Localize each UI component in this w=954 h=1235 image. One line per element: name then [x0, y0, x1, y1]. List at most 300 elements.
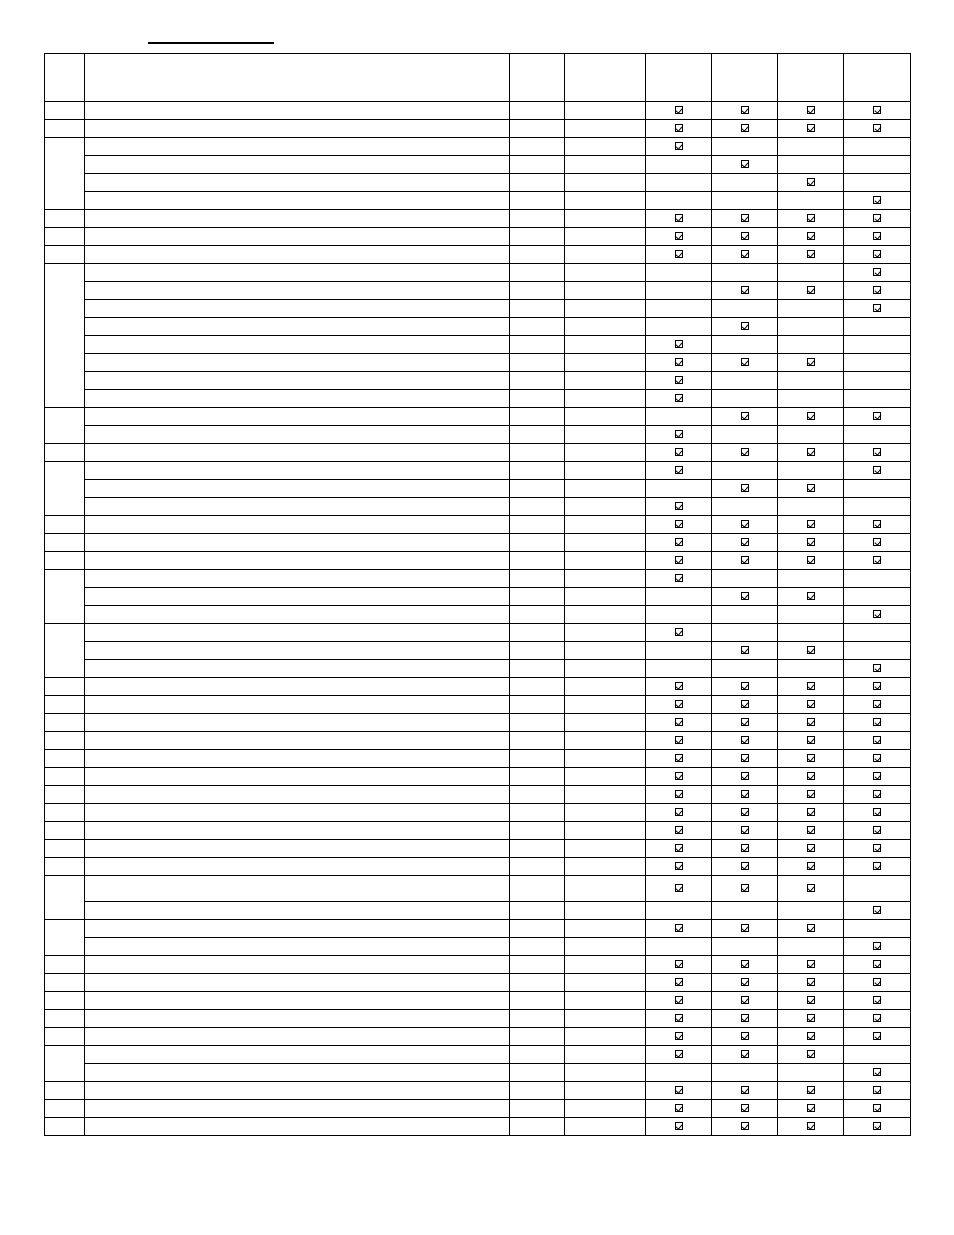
- item-number-cell: [45, 138, 85, 210]
- check-cell-4: [844, 1028, 911, 1046]
- column-3-cell: [510, 318, 565, 336]
- description-cell: [85, 480, 510, 498]
- checked-box-icon: [807, 808, 815, 816]
- item-number-cell: [45, 228, 85, 246]
- description-cell: [85, 156, 510, 174]
- checked-box-icon: [807, 862, 815, 870]
- description-cell: [85, 570, 510, 588]
- description-cell: [85, 974, 510, 992]
- checked-box-icon: [675, 394, 683, 402]
- check-cell-4: [844, 876, 911, 902]
- checked-box-icon: [741, 718, 749, 726]
- check-cell-3: [778, 552, 844, 570]
- description-cell: [85, 624, 510, 642]
- checked-box-icon: [873, 772, 881, 780]
- table-body: [45, 102, 911, 1136]
- check-cell-1: [646, 408, 712, 426]
- check-cell-4: [844, 732, 911, 750]
- check-cell-4: [844, 678, 911, 696]
- column-4-cell: [565, 264, 646, 282]
- check-cell-2: [712, 938, 778, 956]
- check-cell-2: [712, 336, 778, 354]
- check-cell-1: [646, 570, 712, 588]
- check-cell-4: [844, 956, 911, 974]
- column-4-cell: [565, 902, 646, 920]
- check-cell-1: [646, 336, 712, 354]
- checked-box-icon: [675, 574, 683, 582]
- column-3-cell: [510, 102, 565, 120]
- table-row: [45, 714, 911, 732]
- column-3-cell: [510, 768, 565, 786]
- check-cell-3: [778, 804, 844, 822]
- table-row: [45, 1046, 911, 1064]
- check-cell-3: [778, 1064, 844, 1082]
- checked-box-icon: [873, 996, 881, 1004]
- column-3-cell: [510, 1010, 565, 1028]
- column-4-cell: [565, 336, 646, 354]
- column-4-cell: [565, 282, 646, 300]
- check-cell-2: [712, 660, 778, 678]
- description-cell: [85, 120, 510, 138]
- column-4-cell: [565, 138, 646, 156]
- column-3-cell: [510, 444, 565, 462]
- check-cell-1: [646, 606, 712, 624]
- check-cell-4: [844, 210, 911, 228]
- check-cell-2: [712, 282, 778, 300]
- column-4-cell: [565, 552, 646, 570]
- check-cell-2: [712, 732, 778, 750]
- checked-box-icon: [741, 754, 749, 762]
- check-cell-1: [646, 696, 712, 714]
- check-cell-2: [712, 822, 778, 840]
- table-row: [45, 974, 911, 992]
- column-4-cell: [565, 974, 646, 992]
- check-cell-4: [844, 606, 911, 624]
- table-row: [45, 336, 911, 354]
- check-cell-4: [844, 192, 911, 210]
- checked-box-icon: [807, 978, 815, 986]
- check-cell-3: [778, 696, 844, 714]
- check-cell-2: [712, 120, 778, 138]
- header-check-column-4: [844, 54, 911, 102]
- item-number-cell: [45, 974, 85, 992]
- checked-box-icon: [675, 250, 683, 258]
- item-number-cell: [45, 534, 85, 552]
- column-3-cell: [510, 804, 565, 822]
- column-3-cell: [510, 624, 565, 642]
- column-3-cell: [510, 480, 565, 498]
- description-cell: [85, 498, 510, 516]
- checked-box-icon: [873, 978, 881, 986]
- check-cell-1: [646, 1100, 712, 1118]
- check-cell-3: [778, 1118, 844, 1136]
- checked-box-icon: [741, 520, 749, 528]
- check-cell-4: [844, 228, 911, 246]
- checked-box-icon: [807, 646, 815, 654]
- column-4-cell: [565, 156, 646, 174]
- column-4-cell: [565, 570, 646, 588]
- checked-box-icon: [675, 924, 683, 932]
- check-cell-2: [712, 138, 778, 156]
- item-number-cell: [45, 992, 85, 1010]
- checked-box-icon: [873, 790, 881, 798]
- check-cell-2: [712, 1064, 778, 1082]
- table-row: [45, 956, 911, 974]
- check-cell-1: [646, 120, 712, 138]
- check-cell-1: [646, 974, 712, 992]
- check-cell-2: [712, 498, 778, 516]
- check-cell-3: [778, 606, 844, 624]
- description-cell: [85, 714, 510, 732]
- check-cell-2: [712, 920, 778, 938]
- checked-box-icon: [675, 884, 683, 892]
- checked-box-icon: [807, 286, 815, 294]
- column-3-cell: [510, 1100, 565, 1118]
- check-cell-4: [844, 408, 911, 426]
- item-number-cell: [45, 1010, 85, 1028]
- table-row: [45, 102, 911, 120]
- check-cell-2: [712, 786, 778, 804]
- checked-box-icon: [741, 772, 749, 780]
- check-cell-1: [646, 1010, 712, 1028]
- check-cell-3: [778, 1046, 844, 1064]
- check-cell-1: [646, 660, 712, 678]
- checked-box-icon: [675, 520, 683, 528]
- check-cell-3: [778, 408, 844, 426]
- column-3-cell: [510, 246, 565, 264]
- column-3-cell: [510, 920, 565, 938]
- checked-box-icon: [675, 124, 683, 132]
- column-4-cell: [565, 1064, 646, 1082]
- item-number-cell: [45, 264, 85, 408]
- column-3-cell: [510, 974, 565, 992]
- check-cell-3: [778, 858, 844, 876]
- description-cell: [85, 264, 510, 282]
- column-3-cell: [510, 902, 565, 920]
- check-cell-3: [778, 1028, 844, 1046]
- check-cell-1: [646, 552, 712, 570]
- checked-box-icon: [807, 700, 815, 708]
- check-cell-4: [844, 992, 911, 1010]
- description-cell: [85, 840, 510, 858]
- column-4-cell: [565, 804, 646, 822]
- description-cell: [85, 1046, 510, 1064]
- check-cell-4: [844, 282, 911, 300]
- checked-box-icon: [873, 286, 881, 294]
- column-4-cell: [565, 1046, 646, 1064]
- column-3-cell: [510, 462, 565, 480]
- check-cell-4: [844, 1082, 911, 1100]
- check-cell-1: [646, 516, 712, 534]
- check-cell-1: [646, 174, 712, 192]
- check-cell-2: [712, 1118, 778, 1136]
- checked-box-icon: [873, 700, 881, 708]
- check-cell-3: [778, 956, 844, 974]
- check-cell-4: [844, 174, 911, 192]
- description-cell: [85, 876, 510, 902]
- check-cell-4: [844, 534, 911, 552]
- check-cell-4: [844, 498, 911, 516]
- column-4-cell: [565, 920, 646, 938]
- checked-box-icon: [741, 124, 749, 132]
- column-3-cell: [510, 956, 565, 974]
- column-3-cell: [510, 822, 565, 840]
- item-number-cell: [45, 624, 85, 678]
- check-cell-2: [712, 1010, 778, 1028]
- table-row: [45, 822, 911, 840]
- checked-box-icon: [807, 1014, 815, 1022]
- check-cell-3: [778, 1082, 844, 1100]
- description-cell: [85, 300, 510, 318]
- check-cell-4: [844, 390, 911, 408]
- header-column-3: [510, 54, 565, 102]
- column-3-cell: [510, 192, 565, 210]
- checked-box-icon: [807, 520, 815, 528]
- checked-box-icon: [741, 884, 749, 892]
- check-cell-1: [646, 282, 712, 300]
- description-cell: [85, 102, 510, 120]
- column-3-cell: [510, 876, 565, 902]
- checked-box-icon: [807, 754, 815, 762]
- check-cell-3: [778, 1010, 844, 1028]
- check-cell-2: [712, 768, 778, 786]
- description-cell: [85, 606, 510, 624]
- check-cell-2: [712, 570, 778, 588]
- column-3-cell: [510, 606, 565, 624]
- item-number-cell: [45, 444, 85, 462]
- column-4-cell: [565, 372, 646, 390]
- check-cell-1: [646, 858, 712, 876]
- checked-box-icon: [807, 1122, 815, 1130]
- item-number-cell: [45, 570, 85, 624]
- checked-box-icon: [675, 844, 683, 852]
- column-3-cell: [510, 1082, 565, 1100]
- description-cell: [85, 992, 510, 1010]
- item-number-cell: [45, 714, 85, 732]
- column-3-cell: [510, 282, 565, 300]
- check-cell-4: [844, 920, 911, 938]
- checked-box-icon: [741, 286, 749, 294]
- check-cell-2: [712, 1046, 778, 1064]
- check-cell-3: [778, 768, 844, 786]
- check-cell-3: [778, 120, 844, 138]
- check-cell-2: [712, 588, 778, 606]
- check-cell-1: [646, 714, 712, 732]
- checked-box-icon: [675, 232, 683, 240]
- checked-box-icon: [807, 1032, 815, 1040]
- checked-box-icon: [873, 826, 881, 834]
- check-cell-1: [646, 498, 712, 516]
- check-cell-1: [646, 210, 712, 228]
- checked-box-icon: [741, 924, 749, 932]
- table-row: [45, 498, 911, 516]
- description-cell: [85, 768, 510, 786]
- table-row: [45, 246, 911, 264]
- check-cell-3: [778, 264, 844, 282]
- item-number-cell: [45, 822, 85, 840]
- column-4-cell: [565, 1010, 646, 1028]
- checked-box-icon: [873, 412, 881, 420]
- description-cell: [85, 1118, 510, 1136]
- checked-box-icon: [675, 960, 683, 968]
- column-3-cell: [510, 1118, 565, 1136]
- checked-box-icon: [741, 412, 749, 420]
- column-3-cell: [510, 498, 565, 516]
- table-row: [45, 516, 911, 534]
- table-row: [45, 1010, 911, 1028]
- table-row: [45, 920, 911, 938]
- check-cell-3: [778, 534, 844, 552]
- check-cell-4: [844, 354, 911, 372]
- column-3-cell: [510, 1028, 565, 1046]
- check-cell-3: [778, 156, 844, 174]
- description-cell: [85, 588, 510, 606]
- check-cell-3: [778, 750, 844, 768]
- checked-box-icon: [675, 556, 683, 564]
- check-cell-1: [646, 992, 712, 1010]
- checked-box-icon: [675, 448, 683, 456]
- check-cell-3: [778, 192, 844, 210]
- column-3-cell: [510, 1064, 565, 1082]
- column-4-cell: [565, 642, 646, 660]
- check-cell-1: [646, 156, 712, 174]
- check-cell-4: [844, 1118, 911, 1136]
- check-cell-2: [712, 714, 778, 732]
- checked-box-icon: [741, 1122, 749, 1130]
- checked-box-icon: [873, 232, 881, 240]
- column-3-cell: [510, 372, 565, 390]
- check-cell-1: [646, 732, 712, 750]
- column-4-cell: [565, 354, 646, 372]
- description-cell: [85, 956, 510, 974]
- checked-box-icon: [741, 250, 749, 258]
- item-number-cell: [45, 1028, 85, 1046]
- check-cell-4: [844, 300, 911, 318]
- checked-box-icon: [807, 790, 815, 798]
- check-cell-3: [778, 516, 844, 534]
- checked-box-icon: [741, 1014, 749, 1022]
- column-4-cell: [565, 390, 646, 408]
- check-cell-3: [778, 354, 844, 372]
- checked-box-icon: [741, 682, 749, 690]
- checked-box-icon: [873, 196, 881, 204]
- check-cell-3: [778, 902, 844, 920]
- check-cell-3: [778, 372, 844, 390]
- checked-box-icon: [741, 978, 749, 986]
- table-row: [45, 876, 911, 902]
- check-cell-3: [778, 920, 844, 938]
- table-row: [45, 732, 911, 750]
- check-cell-3: [778, 462, 844, 480]
- check-cell-2: [712, 642, 778, 660]
- item-number-cell: [45, 786, 85, 804]
- table-row: [45, 938, 911, 956]
- column-4-cell: [565, 1028, 646, 1046]
- checked-box-icon: [873, 556, 881, 564]
- check-cell-3: [778, 732, 844, 750]
- description-cell: [85, 372, 510, 390]
- check-cell-3: [778, 822, 844, 840]
- checked-box-icon: [873, 268, 881, 276]
- item-number-cell: [45, 120, 85, 138]
- header-check-column-1: [646, 54, 712, 102]
- item-number-cell: [45, 732, 85, 750]
- column-3-cell: [510, 678, 565, 696]
- check-cell-4: [844, 156, 911, 174]
- check-cell-3: [778, 624, 844, 642]
- table-row: [45, 318, 911, 336]
- check-cell-4: [844, 750, 911, 768]
- item-number-cell: [45, 1100, 85, 1118]
- checked-box-icon: [675, 1086, 683, 1094]
- checked-box-icon: [873, 610, 881, 618]
- column-3-cell: [510, 408, 565, 426]
- checked-box-icon: [675, 754, 683, 762]
- check-cell-1: [646, 768, 712, 786]
- checked-box-icon: [807, 1086, 815, 1094]
- item-number-cell: [45, 462, 85, 516]
- column-4-cell: [565, 876, 646, 902]
- column-4-cell: [565, 480, 646, 498]
- description-cell: [85, 174, 510, 192]
- checked-box-icon: [741, 484, 749, 492]
- item-number-cell: [45, 920, 85, 956]
- check-cell-2: [712, 552, 778, 570]
- table-row: [45, 480, 911, 498]
- check-cell-3: [778, 246, 844, 264]
- check-cell-1: [646, 902, 712, 920]
- check-cell-3: [778, 444, 844, 462]
- description-cell: [85, 660, 510, 678]
- checked-box-icon: [675, 106, 683, 114]
- check-cell-1: [646, 876, 712, 902]
- column-4-cell: [565, 498, 646, 516]
- description-cell: [85, 444, 510, 462]
- description-cell: [85, 858, 510, 876]
- column-4-cell: [565, 444, 646, 462]
- check-cell-4: [844, 570, 911, 588]
- check-cell-2: [712, 300, 778, 318]
- checked-box-icon: [807, 924, 815, 932]
- description-cell: [85, 1100, 510, 1118]
- column-3-cell: [510, 534, 565, 552]
- table-row: [45, 624, 911, 642]
- table-row: [45, 534, 911, 552]
- check-cell-4: [844, 516, 911, 534]
- item-number-cell: [45, 678, 85, 696]
- table-row: [45, 282, 911, 300]
- checked-box-icon: [675, 808, 683, 816]
- check-cell-4: [844, 426, 911, 444]
- column-3-cell: [510, 588, 565, 606]
- check-cell-3: [778, 992, 844, 1010]
- column-3-cell: [510, 516, 565, 534]
- check-cell-2: [712, 974, 778, 992]
- checked-box-icon: [741, 160, 749, 168]
- check-cell-3: [778, 426, 844, 444]
- checked-box-icon: [741, 214, 749, 222]
- table-row: [45, 408, 911, 426]
- header-description: [85, 54, 510, 102]
- checked-box-icon: [741, 232, 749, 240]
- check-cell-3: [778, 228, 844, 246]
- check-cell-3: [778, 498, 844, 516]
- checked-box-icon: [873, 448, 881, 456]
- column-3-cell: [510, 120, 565, 138]
- check-cell-4: [844, 1064, 911, 1082]
- column-4-cell: [565, 1082, 646, 1100]
- checked-box-icon: [675, 736, 683, 744]
